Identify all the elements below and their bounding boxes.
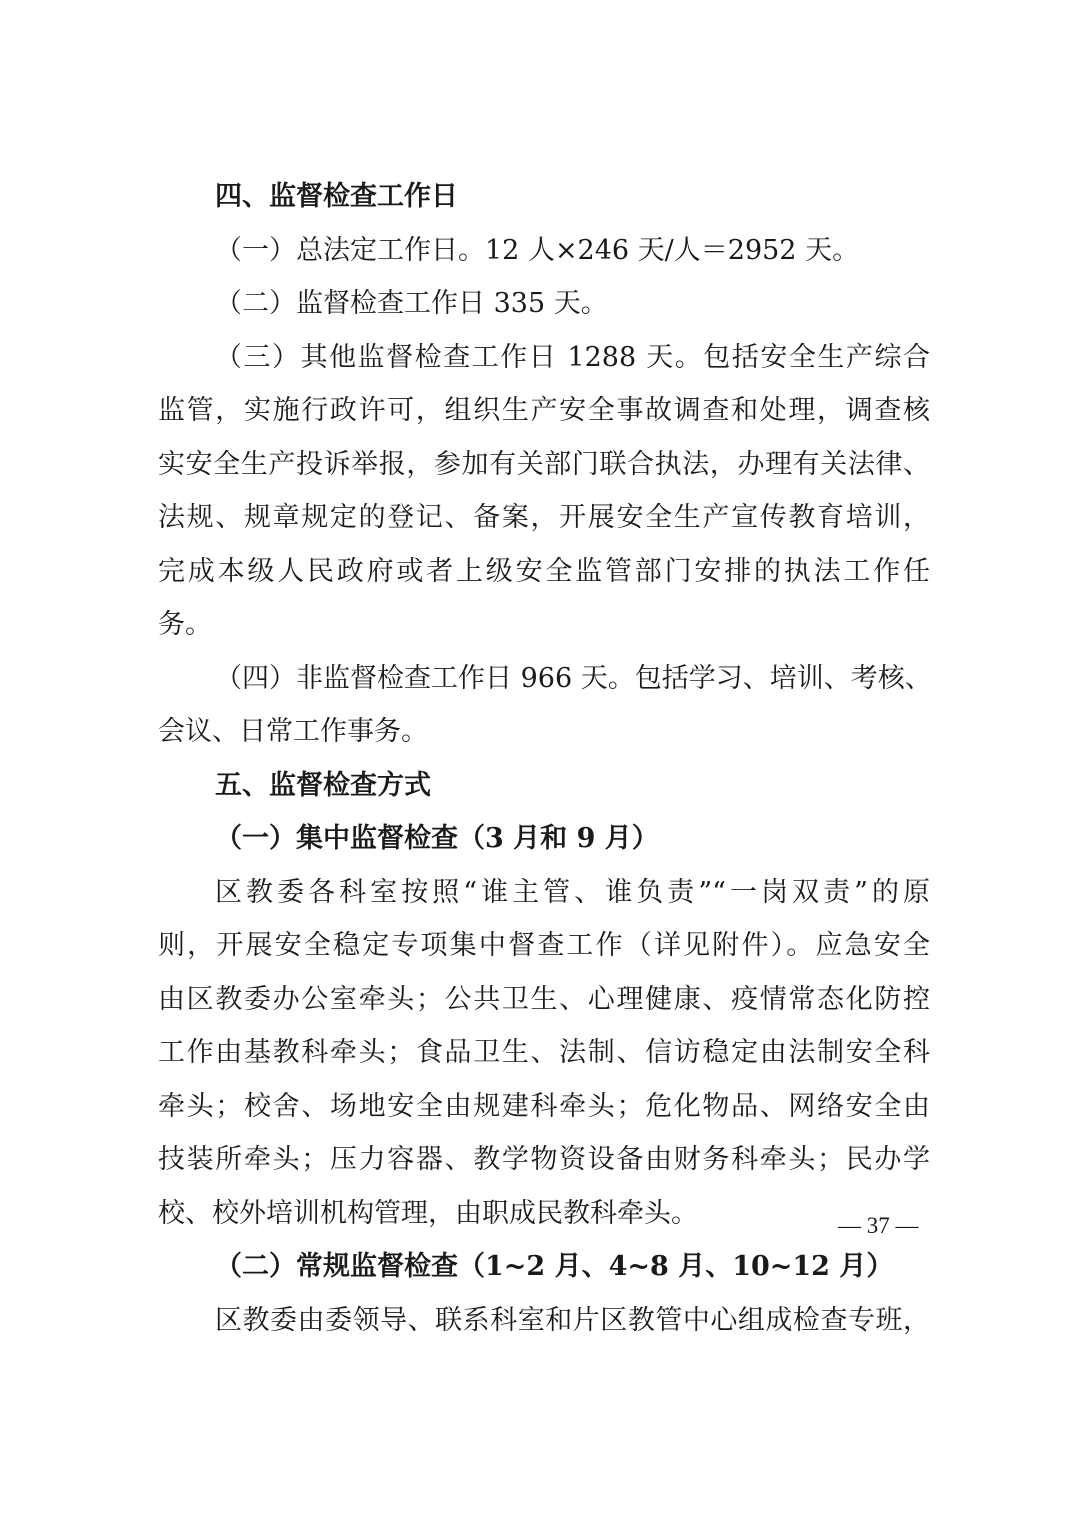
text-line: （四）非监督检查工作日 966 天。包括学习、培训、考核、 <box>215 662 932 694</box>
text-line: 由区教委办公室牵头；公共卫生、心理健康、疫情常态化防控 <box>158 983 930 1015</box>
section-heading-4: 四、监督检查工作日 <box>215 181 458 212</box>
document-body <box>158 170 930 1347</box>
text-line: 则，开展安全稳定专项集中督查工作（详见附件）。应急安全 <box>158 930 930 961</box>
text-line: 完成本级人民政府或者上级安全监管部门安排的执法工作任 <box>158 555 930 587</box>
text-line: 区教委由委领导、联系科室和片区教管中心组成检查专班， <box>215 1304 930 1336</box>
text-line: 校、校外培训机构管理，由职成民教科牵头。 <box>158 1197 698 1229</box>
text-line: 务。 <box>158 609 212 640</box>
paragraph-5-2 <box>158 1294 930 1348</box>
text-line: 工作由基教科牵头；食品卫生、法制、信访稳定由法制安全科 <box>158 1037 930 1068</box>
text-line: （三）其他监督检查工作日 1288 天。包括安全生产综合 <box>215 341 930 373</box>
paragraph-5-1 <box>158 866 930 1241</box>
subsection-title-5-1: （一）集中监督检查（3 月和 9 月） <box>215 823 659 854</box>
text-line: 实安全生产投诉举报，参加有关部门联合执法，办理有关法律、 <box>158 448 930 480</box>
text-line: 区教委各科室按照“谁主管、谁负责”“一岗双责”的原 <box>215 876 930 908</box>
text-line: 技装所牵头；压力容器、教学物资设备由财务科牵头；民办学 <box>158 1144 930 1175</box>
paragraph-4-4 <box>158 652 930 759</box>
text-line: 法规、规章规定的登记、备案，开展安全生产宣传教育培训， <box>158 502 930 533</box>
paragraph-4-2: （二）监督检查工作日 335 天。 <box>215 288 608 319</box>
text-line: 牵头；校舍、场地安全由规建科牵头；危化物品、网络安全由 <box>158 1090 930 1122</box>
page-number: — 37 — <box>838 1213 919 1238</box>
paragraph-4-1: （一）总法定工作日。12 人×246 天/人＝2952 天。 <box>215 234 860 266</box>
paragraph-4-3 <box>158 331 930 652</box>
text-line: 监管，实施行政许可，组织生产安全事故调查和处理，调查核 <box>158 395 930 426</box>
text-line: 会议、日常工作事务。 <box>158 716 428 747</box>
section-heading-5: 五、监督检查方式 <box>215 769 431 801</box>
subsection-title-5-2: （二）常规监督检查（1~2 月、4~8 月、10~12 月） <box>215 1251 894 1282</box>
